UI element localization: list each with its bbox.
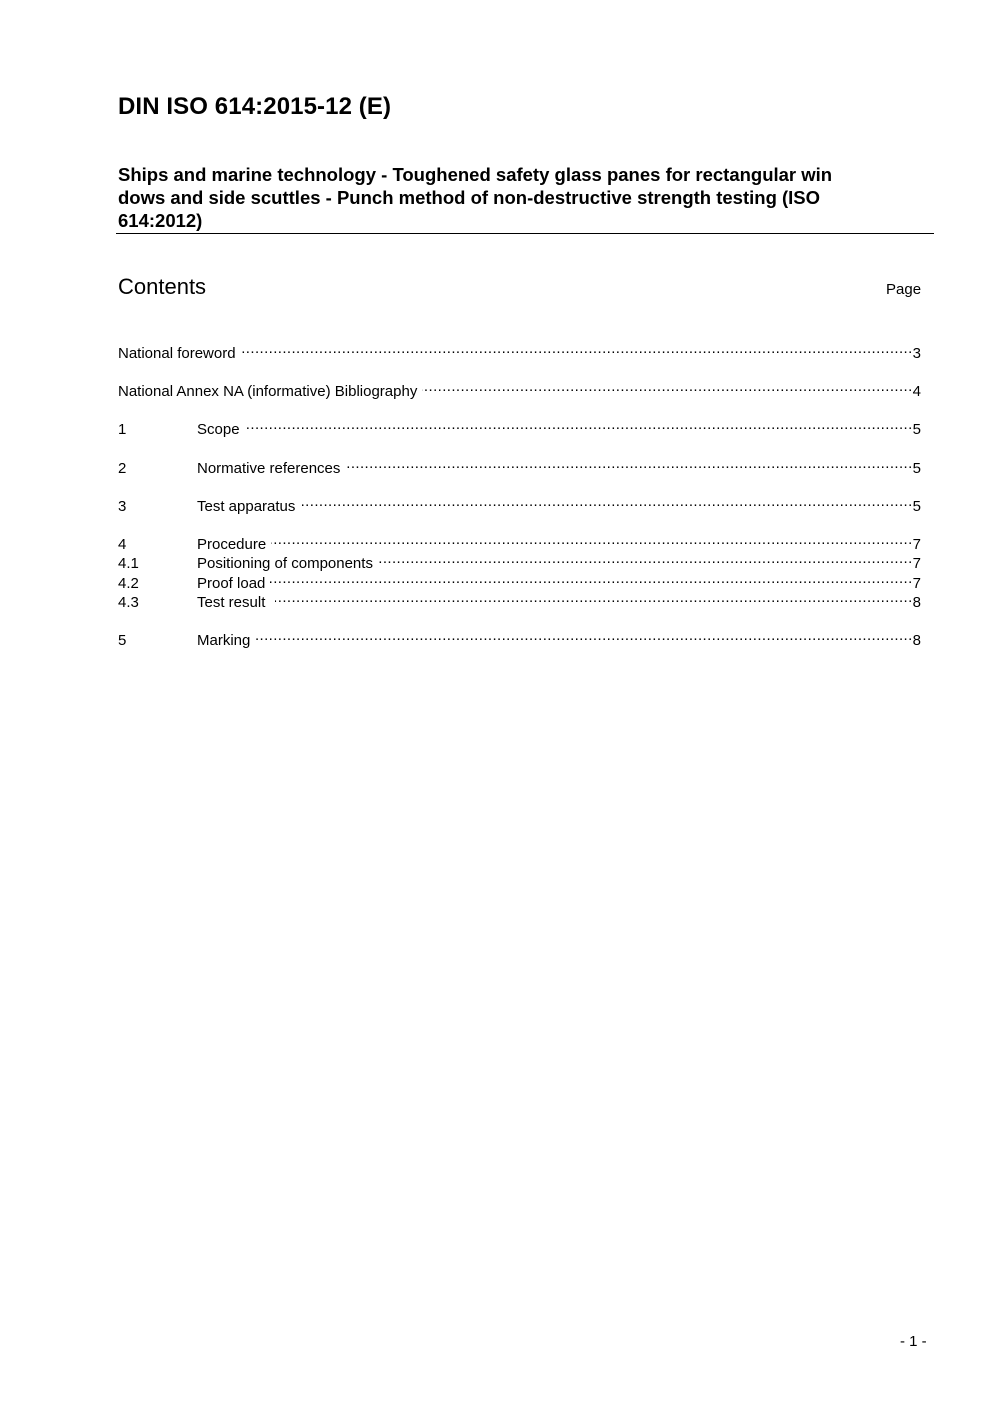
document-title-line: Ships and marine technology - Toughened safety glass panes for rectangular win: [118, 164, 833, 185]
page-column-heading: Page: [886, 281, 922, 298]
toc-entry-title: Positioning of components: [197, 555, 373, 572]
toc-entry-scope[interactable]: [118, 415, 921, 438]
toc-entry-number: 5: [118, 632, 127, 649]
toc-entry-number: 3: [118, 498, 127, 515]
page-number: - 1 -: [900, 1333, 927, 1350]
toc-entry-number: 4.2: [118, 575, 139, 592]
toc-entry-page: 5: [912, 460, 921, 477]
toc-leader-dots: [271, 530, 912, 549]
toc-entry-title: Test apparatus: [197, 498, 296, 515]
toc-leader-dots: [275, 588, 913, 607]
toc-entry-national-foreword[interactable]: [118, 339, 921, 362]
toc-entry-procedure[interactable]: [118, 530, 921, 553]
toc-entry-title: Test result: [197, 594, 270, 611]
toc-entry-number: 1: [118, 421, 127, 438]
toc-entry-number: 4.1: [118, 555, 139, 572]
toc-entry-page: 7: [912, 575, 921, 592]
toc-leader-dots: [245, 415, 913, 434]
toc-leader-dots: [241, 339, 913, 358]
toc-leader-dots: [345, 454, 912, 473]
document-title-line: dows and side scuttles - Punch method of non-destructive strength testing (ISO: [118, 187, 821, 208]
toc-entry-marking[interactable]: [118, 626, 921, 649]
toc-entry-title: Procedure: [197, 536, 267, 553]
toc-leader-dots: [422, 377, 912, 396]
toc-entry-title: Scope: [197, 421, 240, 438]
toc-entry-page: 5: [912, 498, 921, 515]
toc-leader-dots: [255, 626, 912, 645]
toc-entry-page: 4: [912, 383, 921, 400]
toc-entry-number: 2: [118, 460, 127, 477]
toc-entry-number: 4: [118, 536, 127, 553]
toc-leader-dots: [378, 549, 913, 568]
toc-entry-page: 8: [912, 594, 921, 611]
toc-entry-title: Marking: [197, 632, 251, 649]
title-divider: [116, 233, 934, 234]
toc-entry-title: Proof load: [197, 575, 266, 592]
toc-entry-page: 7: [912, 555, 921, 572]
document-id: DIN ISO 614:2015-12 (E): [118, 93, 392, 120]
toc-entry-test-apparatus[interactable]: [118, 492, 921, 515]
toc-entry-test-result[interactable]: [118, 588, 921, 611]
toc-entry-page: 5: [912, 421, 921, 438]
toc-leader-dots: [300, 492, 912, 511]
toc-entry-title: National Annex NA (informative) Bibliography: [118, 383, 418, 400]
toc-entry-national-annex[interactable]: [118, 377, 921, 400]
toc-entry-title: Normative references: [197, 460, 341, 477]
toc-entry-normative-references[interactable]: [118, 454, 921, 477]
document-title-line: 614:2012): [118, 210, 203, 231]
toc-entry-positioning-of-components[interactable]: [118, 549, 921, 572]
toc-entry-title: National foreword: [118, 345, 236, 362]
toc-entry-proof-load[interactable]: [118, 569, 921, 592]
toc-entry-number: 4.3: [118, 594, 139, 611]
toc-entry-page: 7: [912, 536, 921, 553]
toc-entry-page: 3: [912, 345, 921, 362]
toc-entry-page: 8: [912, 632, 921, 649]
document-title: [118, 163, 908, 232]
contents-heading: Contents: [118, 274, 207, 299]
toc-leader-dots: [270, 569, 912, 588]
